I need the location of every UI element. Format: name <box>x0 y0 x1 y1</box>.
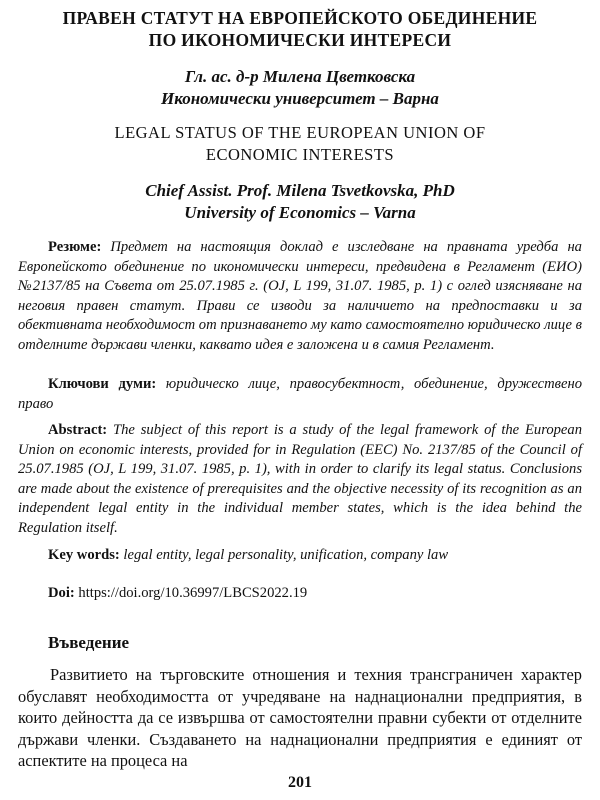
doi-link[interactable]: https://doi.org/10.36997/LBCS2022.19 <box>78 585 308 601</box>
keywords-en-label: Key words: <box>48 547 120 563</box>
abstract-en-label: Abstract: <box>48 422 108 438</box>
keywords-en <box>48 546 582 566</box>
introduction-heading: Въведение <box>48 633 130 652</box>
abstract-bg <box>18 238 582 356</box>
abstract-bg-text: Предмет на настоящия доклад е изследване на правната уредба на Европейското обединение по икономически интереси, предвидена в Регламент (ЕИО) №2137/85 на Съвета от 25.07.1985 г. (OJ, L 199, 31.07. 1985, p. 1) с оглед изясняване на неговия правен статут. Прави се изводи за наличието на предпоставки и за обективната необходимост от признаването му като самостоятелно юридическо лице в отделните държави членки, каквато идея е заложена и в самия Регламент. <box>18 239 583 353</box>
title-bg-line-1: ПРАВЕН СТАТУТ НА ЕВРОПЕЙСКОТО ОБЕДИНЕНИЕ <box>62 8 538 28</box>
keywords-bg-label: Ключови думи: <box>48 376 157 392</box>
title-bg-line-2: ПО ИКОНОМИЧЕСКИ ИНТЕРЕСИ <box>148 30 452 50</box>
introduction-paragraph: Развитието на търговските отношения и техния трансграничен характер обуславят необходимостта от учредяване на наднационални предприятия, в които дейността да се извършва от самостоятелни правни субекти от отделните държави членки. Създаването на наднационални предприятия е единият от аспектите на процеса на <box>18 665 582 770</box>
abstract-en <box>18 421 582 539</box>
doi-line <box>48 584 588 604</box>
page-number: 201 <box>288 774 312 791</box>
keywords-bg <box>18 375 582 414</box>
keywords-bg-text: юридическо лице, правосубектност, обединение, дружествено право <box>18 376 582 412</box>
author-bg-affiliation: Икономически университет – Варна <box>161 89 439 108</box>
abstract-bg-label: Резюме: <box>48 239 102 255</box>
title-en-line-2: ECONOMIC INTERESTS <box>205 145 395 164</box>
keywords-en-text: legal entity, legal personality, unification, company law <box>123 547 449 563</box>
title-en-line-1: LEGAL STATUS OF THE EUROPEAN UNION OF <box>114 123 486 142</box>
author-en-name: Chief Assist. Prof. Milena Tsvetkovska, PhD <box>145 181 455 200</box>
doi-label: Doi: <box>48 585 75 601</box>
abstract-en-text: The subject of this report is a study of the legal framework of the European Union on economic interests, provided for in Regulation (EEC) No. 2137/85 of the Council of 25.07.1985 (OJ, L 199, 31.07. 1985, p. 1), with in order to clarify its legal status. Conclusions are made about the existence of prerequisites and the objective necessity of its recognition as an independent legal entity in the individual member states, which is the idea behind the Regulation itself. <box>18 422 582 536</box>
author-bg-name: Гл. ас. д-р Милена Цветковска <box>184 67 416 86</box>
author-en-affiliation: University of Economics – Varna <box>184 203 416 222</box>
